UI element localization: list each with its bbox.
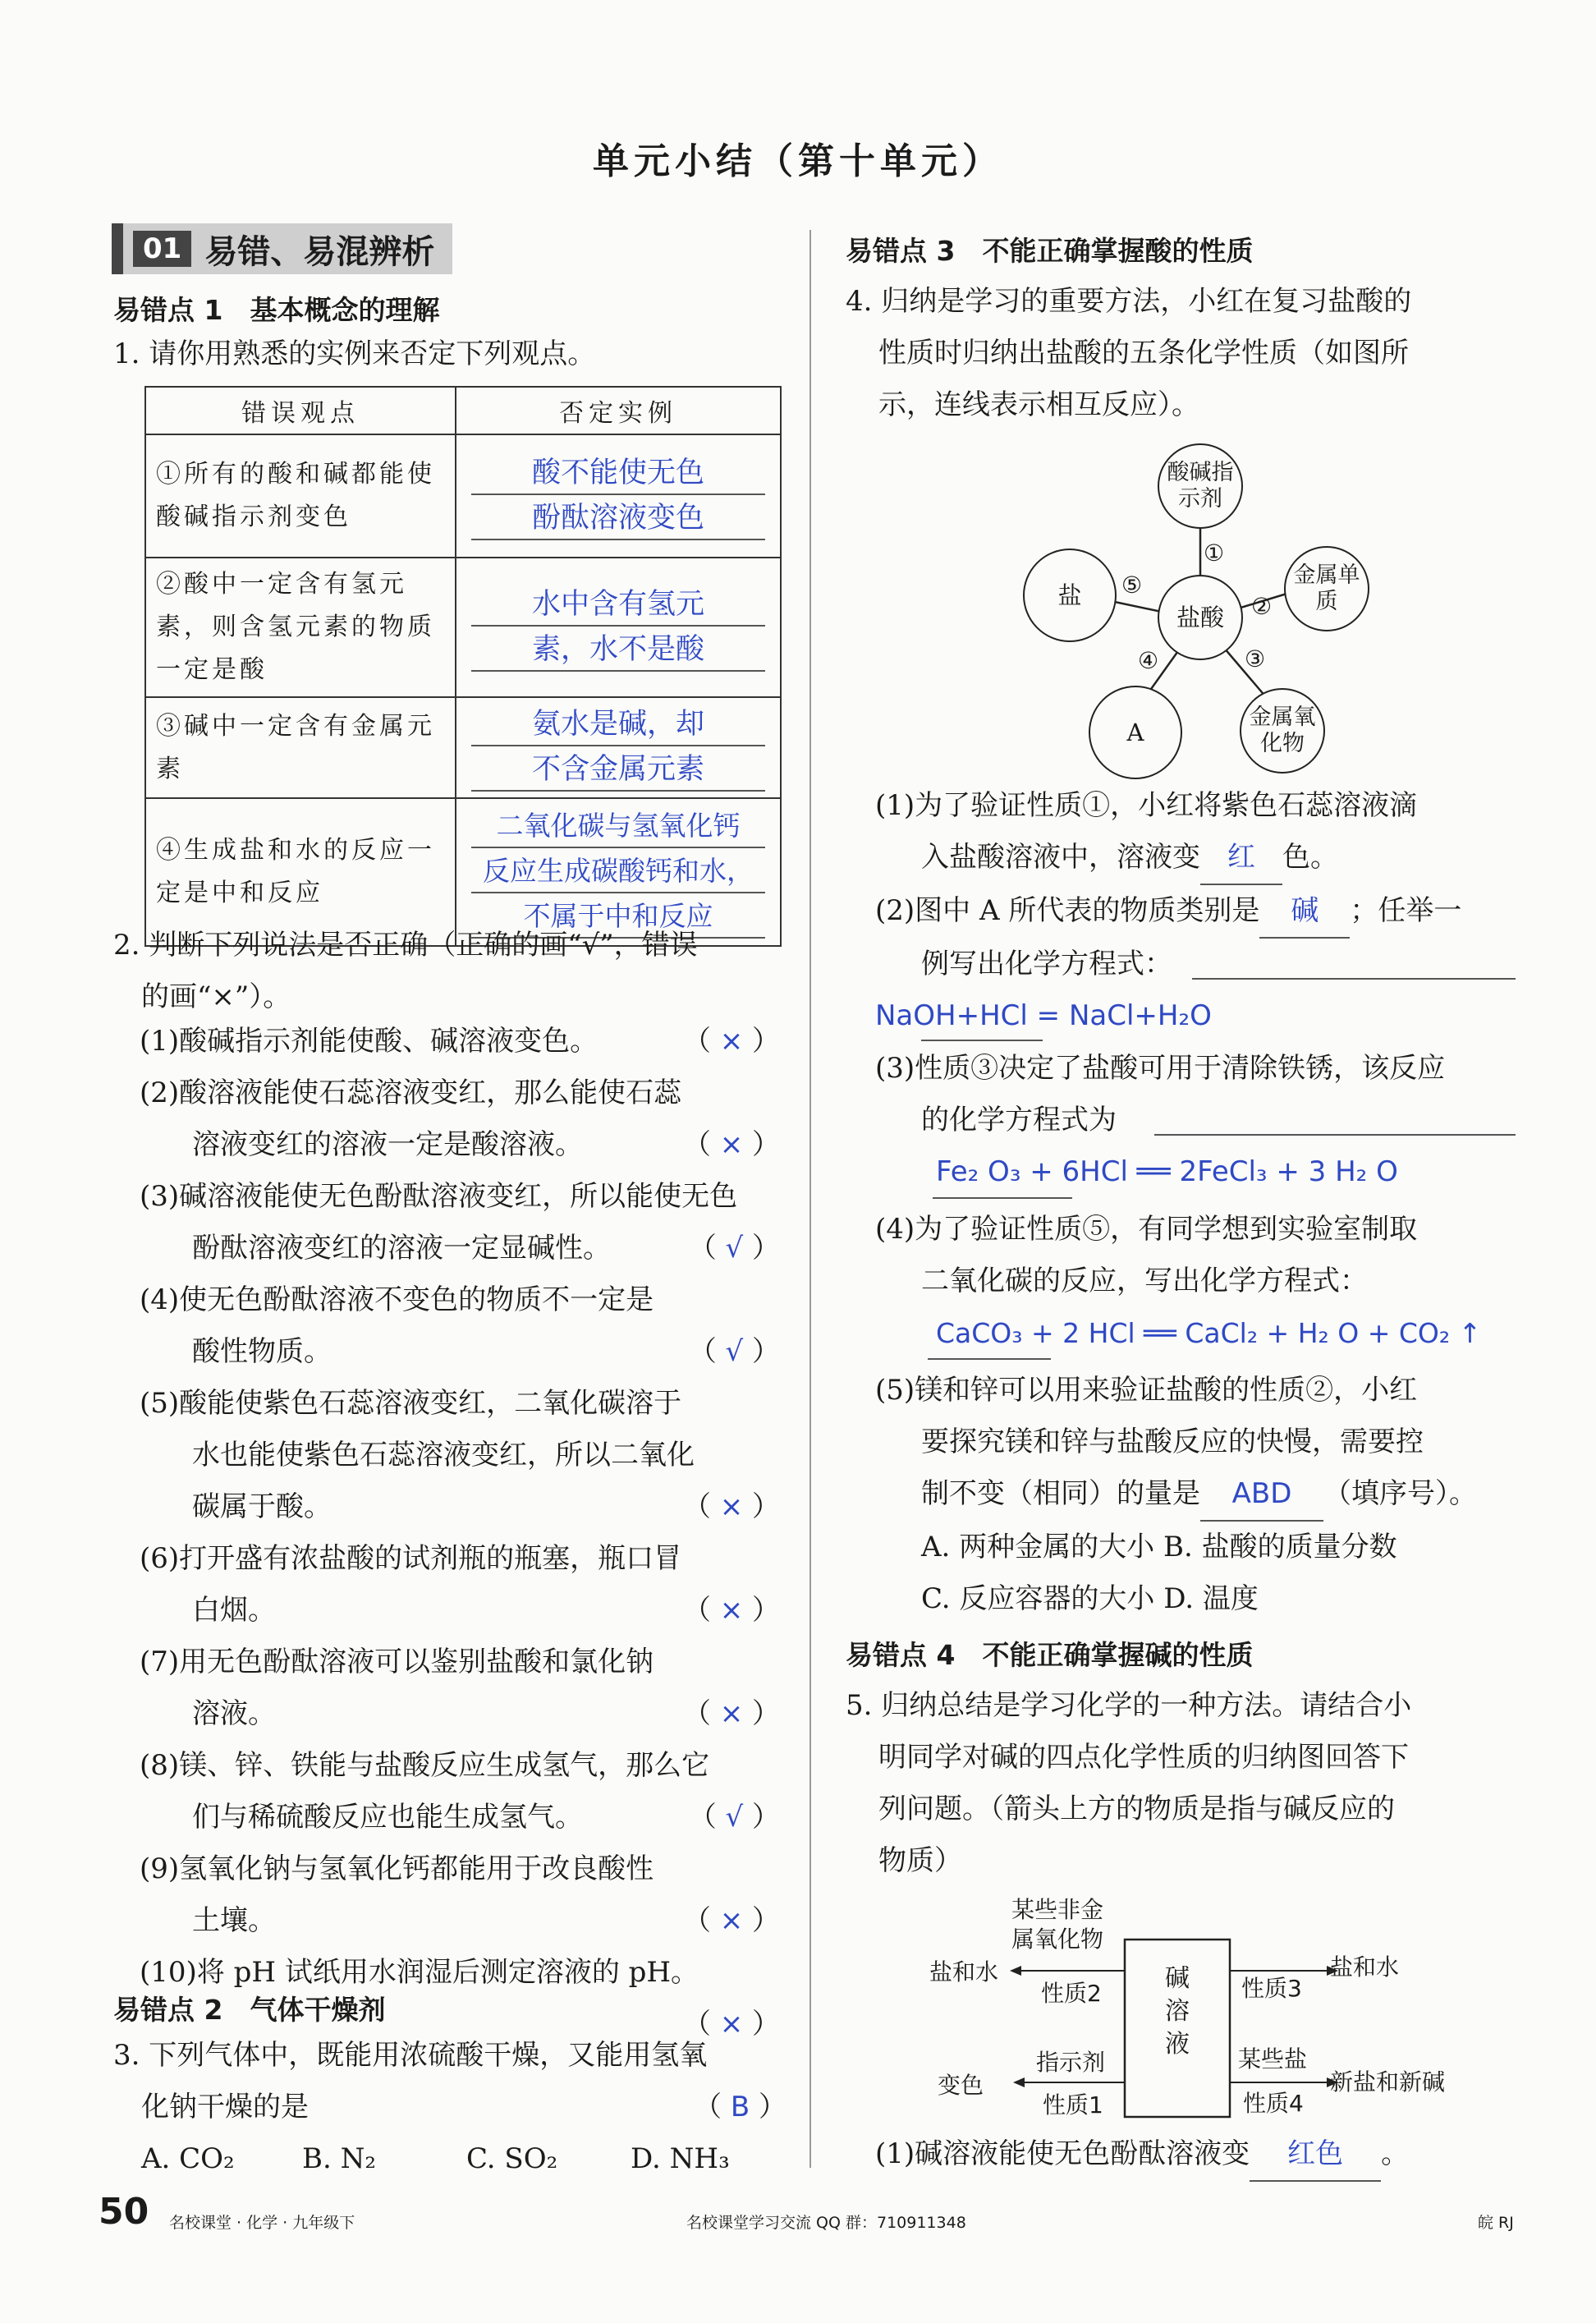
q2-item-line: (6)打开盛有浓盐酸的试剂瓶的瓶塞，瓶口冒 xyxy=(140,1542,682,1575)
some-salt-label: 某些盐 xyxy=(1238,2045,1308,2073)
q2-item-line: 白烟。 xyxy=(192,1594,276,1627)
q4-sub2-line: 例写出化学方程式： xyxy=(921,948,1172,980)
base-box-text: 碱 溶 液 xyxy=(1165,1964,1190,2059)
q5-line: 明同学对碱的四点化学性质的归纳图回答下 xyxy=(878,1741,1409,1774)
q3-text xyxy=(113,2030,787,2185)
property-number-3: ③ xyxy=(1245,645,1266,673)
q3-line: 3. 下列气体中，既能用浓硫酸干燥，又能用氢氧 xyxy=(113,2039,708,2072)
q4-sub3-equation: Fe₂ O₃ + 6HCl ══ 2FeCl₃ + 3 H₂ O xyxy=(936,1155,1398,1188)
node-salt: 盐 xyxy=(1023,549,1117,642)
q4-sub5-line: (5)镁和锌可以用来验证盐酸的性质②，小红 xyxy=(875,1374,1418,1407)
q2-answer-mark: （ √ ） xyxy=(688,1335,780,1368)
q2-answer-mark: （ × ） xyxy=(682,1128,780,1161)
q2-item-line: (3)碱溶液能使无色酚酞溶液变红，所以能使无色 xyxy=(140,1180,738,1213)
q4-text xyxy=(846,276,1527,431)
q5-text xyxy=(846,1680,1527,1887)
q1-text: 1. 请你用熟悉的实例来否定下列观点。 xyxy=(113,337,596,370)
q2-item-line: (2)酸溶液能使石蕊溶液变红，那么能使石蕊 xyxy=(140,1077,682,1109)
q2-answer: √ xyxy=(725,1232,744,1265)
node-indicator: 酸碱指示剂 xyxy=(1158,443,1243,529)
column-divider xyxy=(809,230,811,2168)
q4-sub1-line: (1)为了验证性质①，小红将紫色石蕊溶液滴 xyxy=(875,789,1418,822)
indicator-label: 指示剂 xyxy=(1036,2049,1106,2076)
q1-table-header-example: 否定实例 xyxy=(456,387,781,434)
q4-sub2-line: ；任举一 xyxy=(1350,894,1462,927)
q4-sub1-line: 色。 xyxy=(1282,841,1338,874)
q3-option: B. N₂ xyxy=(302,2142,376,2175)
out-color-change: 变色 xyxy=(938,2072,984,2099)
q1-answer: 酸不能使无色 xyxy=(471,452,765,495)
q2-item-line: 土壤。 xyxy=(192,1904,276,1937)
q2-item-line: 溶液变红的溶液一定是酸溶液。 xyxy=(192,1128,583,1161)
q3-line: 化钠干燥的是 xyxy=(141,2091,309,2123)
q2-stem-line: 2. 判断下列说法是否正确（正确的画“√”，错误 xyxy=(113,929,698,962)
q1-answer: 二氧化碳与氢氧化钙 xyxy=(471,806,765,848)
q5-line: 列问题。（箭头上方的物质是指与碱反应的 xyxy=(878,1793,1395,1825)
q1-answer: 酚酞溶液变色 xyxy=(471,498,765,540)
q1-answer: 水中含有氢元 xyxy=(471,584,765,627)
q4-sub3-line: 的化学方程式为 xyxy=(921,1104,1117,1136)
nonmetal-oxide-line: 某些非金 xyxy=(1011,1896,1104,1923)
q2-answer: × xyxy=(719,1697,744,1730)
q1-table-header-view: 错误观点 xyxy=(145,387,456,434)
q2-item-line: (10)将 pH 试纸用水润湿后测定溶液的 pH。 xyxy=(140,1956,699,1989)
qq-group: 名校课堂学习交流 QQ 群：710911348 xyxy=(686,2214,966,2232)
error-point-1-heading: 易错点 1 基本概念的理解 xyxy=(113,294,440,326)
node-hcl: 盐酸 xyxy=(1158,575,1243,660)
q1-table xyxy=(144,386,782,947)
base-box-label xyxy=(1125,1963,1230,2061)
q1-answer: 不属于中和反应 xyxy=(471,896,765,939)
property-3-label: 性质3 xyxy=(1241,1975,1302,2002)
q4-sub4-equation: CaCO₃ + 2 HCl ══ CaCl₂ + H₂ O + CO₂ ↑ xyxy=(936,1317,1482,1349)
q3-option: A. CO₂ xyxy=(141,2142,235,2175)
q4-sub4 xyxy=(875,1204,1548,1359)
node-metal: 金属单质 xyxy=(1284,546,1369,631)
q4-sub1-answer: 红 xyxy=(1200,832,1282,885)
q2-item xyxy=(140,1740,780,1843)
q2-answer-mark: （ × ） xyxy=(682,1025,780,1058)
q2-list xyxy=(140,1016,780,2050)
q5-line: 物质） xyxy=(878,1844,962,1877)
q3-answer-mark: （ B ） xyxy=(694,2091,787,2123)
out-salt-water-right: 盐和水 xyxy=(1330,1953,1400,1981)
q4-sub5 xyxy=(875,1365,1532,1625)
q2-item-line: 水也能使紫色石蕊溶液变红，所以二氧化 xyxy=(192,1439,695,1471)
q2-item-line: 们与稀硫酸反应也能生成氢气。 xyxy=(192,1801,583,1834)
error-point-2-heading: 易错点 2 气体干燥剂 xyxy=(113,1994,386,2026)
node-a: A xyxy=(1089,686,1182,779)
q2-answer-mark: （ × ） xyxy=(682,1904,780,1937)
q3-option: D. NH₃ xyxy=(631,2142,730,2175)
q1-answer: 氨水是碱，却 xyxy=(471,704,765,746)
q3-answer: B xyxy=(730,2091,750,2123)
q1-answer: 不含金属元素 xyxy=(471,749,765,792)
nonmetal-oxide-line: 属氧化物 xyxy=(1011,1926,1104,1953)
section-badge xyxy=(112,223,452,274)
section-number: 01 xyxy=(133,231,191,267)
q2-item-line: (8)镁、锌、铁能与盐酸反应生成氢气，那么它 xyxy=(140,1749,710,1782)
q2-item-line: 酸性物质。 xyxy=(192,1335,332,1368)
q2-answer: × xyxy=(719,2008,744,2041)
q2-stem xyxy=(113,920,787,1023)
q2-item xyxy=(140,1016,780,1067)
q4-line: 性质时归纳出盐酸的五条化学性质（如图所 xyxy=(878,337,1409,370)
property-number-2: ② xyxy=(1251,593,1273,620)
book-title: 名校课堂 · 化学 · 九年级下 xyxy=(169,2214,355,2232)
property-2-label: 性质2 xyxy=(1041,1980,1102,2007)
error-point-3-heading: 易错点 3 不能正确掌握酸的性质 xyxy=(846,235,1254,267)
q4-sub2-line: (2)图中 A 所代表的物质类别是 xyxy=(875,894,1260,927)
q2-item-line: (1)酸碱指示剂能使酸、碱溶液变色。 xyxy=(140,1025,598,1058)
q2-item xyxy=(140,1171,780,1274)
q4-sub4-line: (4)为了验证性质⑤，有同学想到实验室制取 xyxy=(875,1213,1418,1246)
q5-sub1-text: 。 xyxy=(1381,2137,1410,2170)
q2-answer: × xyxy=(719,1904,744,1937)
q2-item xyxy=(140,1378,780,1533)
q2-item-line: (7)用无色酚酞溶液可以鉴别盐酸和氯化钠 xyxy=(140,1646,654,1678)
q5-sub1-answer: 红色 xyxy=(1250,2128,1381,2182)
q4-sub5-options: A. 两种金属的大小 B. 盐酸的质量分数 xyxy=(921,1531,1397,1563)
q2-answer-mark: （ × ） xyxy=(682,1490,780,1523)
q2-answer: √ xyxy=(725,1801,744,1834)
q4-line: 示，连线表示相互反应）。 xyxy=(878,388,1199,421)
out-salt-water-left: 盐和水 xyxy=(929,1958,999,1986)
q4-sub5-answer: ABD xyxy=(1200,1468,1323,1522)
q1-answer: 反应生成碳酸钙和水， xyxy=(471,851,765,893)
q4-sub3-line: (3)性质③决定了盐酸可用于清除铁锈，该反应 xyxy=(875,1052,1446,1085)
q1-view-3: ③碱中一定含有金属元素 xyxy=(145,697,456,798)
q4-sub3 xyxy=(875,1043,1532,1198)
q5-sub1 xyxy=(875,2128,1532,2182)
q3-option: C. SO₂ xyxy=(466,2142,558,2175)
q4-sub2-equation: NaOH+HCl = NaCl+H₂O xyxy=(875,999,1212,1032)
q2-item-line: (9)氢氧化钠与氢氧化钙都能用于改良酸性 xyxy=(140,1852,654,1885)
q4-line: 4. 归纳是学习的重要方法，小红在复习盐酸的 xyxy=(846,285,1412,318)
q5-sub1-text: (1)碱溶液能使无色酚酞溶液变 xyxy=(875,2137,1250,2170)
out-new-salt-base: 新盐和新碱 xyxy=(1330,2068,1446,2096)
error-point-4-heading: 易错点 4 不能正确掌握碱的性质 xyxy=(846,1639,1254,1671)
q4-sub5-line: 制不变（相同）的量是 xyxy=(921,1477,1200,1510)
q1-view-1: ①所有的酸和碱都能使酸碱指示剂变色 xyxy=(145,434,456,558)
q2-item-line: (4)使无色酚酞溶液不变色的物质不一定是 xyxy=(140,1283,654,1316)
q4-sub5-line: （填序号）。 xyxy=(1323,1477,1477,1510)
q2-item-line: 溶液。 xyxy=(192,1697,276,1730)
section-label: 易错、易混辨析 xyxy=(204,232,435,271)
q2-item xyxy=(140,1067,780,1171)
q1-view-2: ②酸中一定含有氢元素，则含氢元素的物质一定是酸 xyxy=(145,558,456,697)
property-number-5: ⑤ xyxy=(1121,572,1143,599)
q4-sub2-answer: 碱 xyxy=(1259,885,1350,939)
q2-item-line: 碳属于酸。 xyxy=(192,1490,332,1523)
q2-answer: × xyxy=(719,1594,744,1627)
q2-answer-mark: （ × ） xyxy=(682,1697,780,1730)
node-metal-oxide: 金属氧化物 xyxy=(1240,688,1325,774)
q2-item xyxy=(140,1843,780,1947)
q2-answer-mark: （ √ ） xyxy=(688,1801,780,1834)
property-1-label: 性质1 xyxy=(1043,2091,1103,2119)
q4-sub1-line: 入盐酸溶液中，溶液变 xyxy=(921,841,1200,874)
q1-view-4: ④生成盐和水的反应一定是中和反应 xyxy=(145,798,456,946)
q4-sub5-line: 要探究镁和锌与盐酸反应的快慢，需要控 xyxy=(921,1425,1424,1458)
property-number-4: ④ xyxy=(1138,647,1159,674)
q2-answer: × xyxy=(719,1025,744,1058)
q2-item-line: 酚酞溶液变红的溶液一定显碱性。 xyxy=(192,1232,611,1265)
q2-answer-mark: （ × ） xyxy=(682,1594,780,1627)
q2-answer-mark: （ × ） xyxy=(682,2008,780,2041)
q2-item xyxy=(140,1533,780,1637)
q2-answer: × xyxy=(719,1128,744,1161)
q2-item xyxy=(140,1637,780,1740)
q1-answer: 素，水不是酸 xyxy=(471,629,765,672)
q5-line: 5. 归纳总结是学习化学的一种方法。请结合小 xyxy=(846,1689,1412,1722)
q2-answer-mark: （ √ ） xyxy=(688,1232,780,1265)
nonmetal-oxide-label xyxy=(1011,1895,1103,1954)
q4-sub5-options: C. 反应容器的大小 D. 温度 xyxy=(921,1582,1259,1615)
page-number: 50 xyxy=(99,2191,149,2233)
q4-sub1 xyxy=(875,780,1532,885)
page-title: 单元小结（第十单元） xyxy=(593,140,1003,182)
q2-answer: × xyxy=(719,1490,744,1523)
q4-sub2 xyxy=(875,885,1532,1042)
q2-item xyxy=(140,1274,780,1378)
q2-answer: √ xyxy=(725,1335,744,1368)
property-4-label: 性质4 xyxy=(1243,2090,1304,2117)
q4-sub4-line: 二氧化碳的反应，写出化学方程式： xyxy=(921,1265,1368,1297)
q2-item-line: (5)酸能使紫色石蕊溶液变红，二氧化碳溶于 xyxy=(140,1387,682,1420)
property-number-1: ① xyxy=(1204,539,1225,567)
edition: 皖 RJ xyxy=(1478,2214,1514,2232)
q2-stem-line: 的画“×”）。 xyxy=(141,980,291,1013)
